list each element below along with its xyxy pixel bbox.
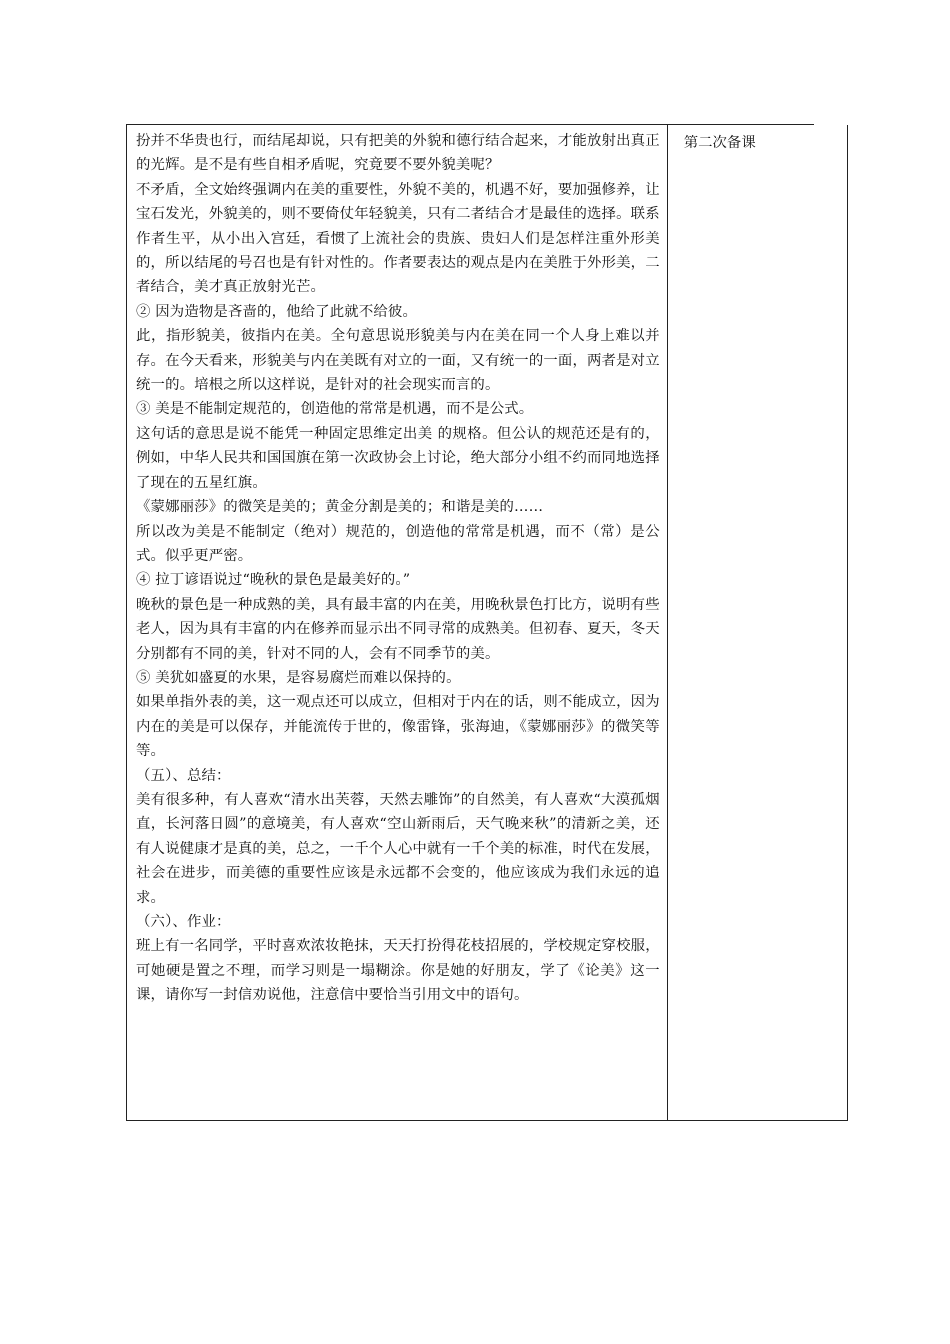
section-heading: （五）、总结：: [136, 767, 231, 784]
paragraph: 晚秋的景色是一种成熟的美，具有最丰富的内在美，用晚秋景色打比方，说明有些老人，因为具有丰富的内在修养而显示出不同寻常的成熟美。但初春、夏天，冬天分别都有不同的美，针对不同的人，会有不同季节的美。: [136, 596, 660, 662]
second-prep-cell: [667, 125, 847, 1121]
lesson-body-text: [127, 125, 667, 1008]
border-gap: [814, 124, 848, 125]
paragraph: 这句话的意思是说不能凭一种固定思维定出美 的规格。但公认的规范还是有的，例如，中华人民共和国国旗在第一次政协会上讨论，绝大部分小组不约而同地选择了现在的五星红旗。: [136, 425, 660, 491]
paragraph: 此，指形貌美，彼指内在美。全句意思说形貌美与内在美在同一个人身上难以并存。在今天看来，形貌美与内在美既有对立的一面，又有统一的一面，两者是对立统一的。培根之所以这样说，是针对的社会现实而言的。: [136, 328, 660, 394]
paragraph: 《蒙娜丽莎》的微笑是美的；黄金分割是美的；和谐是美的……: [136, 499, 544, 516]
table-row: [127, 125, 848, 1121]
lesson-plan-table: [126, 124, 848, 1121]
paragraph: ③ 美是不能制定规范的，创造他的常常是机遇，而不是公式。: [136, 401, 534, 418]
paragraph: 扮并不华贵也行，而结尾却说，只有把美的外貌和德行结合起来，才能放射出真正的光辉。是不是有些自相矛盾呢，究竟要不要外貌美呢？: [136, 133, 660, 174]
paragraph: ⑤ 美犹如盛夏的水果，是容易腐烂而难以保持的。: [136, 669, 461, 686]
section-heading: （六）、作业：: [136, 914, 231, 930]
paragraph: 美有很多种，有人喜欢“清水出芙蓉，天然去雕饰”的自然美，有人喜欢“大漠孤烟直，长河落日圆”的意境美，有人喜欢“空山新雨后，天气晚来秋”的清新之美，还有人说健康才是真的美，总之，一千个人心中就有一千个美的标准，时代在发展，社会在进步，而美德的重要性应该是永远都不会变的，他应该成为我们永远的追求。: [136, 791, 660, 906]
paragraph: 所以改为美是不能制定（绝对）规范的，创造他的常常是机遇，而不（常）是公式。似乎更严密。: [136, 523, 660, 564]
paragraph: 班上有一名同学，平时喜欢浓妆艳抹，天天打扮得花枝招展的，学校规定穿校服，可她硬是置之不理，而学习则是一塌糊涂。你是她的好朋友，学了《论美》这一课，请你写一封信劝说他，注意信中要恰当引用文中的语句。: [136, 938, 660, 1004]
paragraph: ② 因为造物是吝啬的，他给了此就不给彼。: [136, 303, 417, 320]
paragraph: 如果单指外表的美，这一观点还可以成立，但相对于内在的话，则不能成立，因为内在的美是可以保存，并能流传于世的，像雷锋，张海迪，《蒙娜丽莎》的微笑等等。: [136, 694, 660, 760]
paragraph: ④ 拉丁谚语说过“晚秋的景色是最美好的。”: [136, 572, 411, 589]
second-prep-label: 第二次备课: [683, 135, 756, 151]
paragraph: 不矛盾，全文始终强调内在美的重要性，外貌不美的，机遇不好，要加强修养，让宝石发光，外貌美的，则不要倚仗年轻貌美，只有二者结合才是最佳的选择。联系作者生平，从小出入宫廷，看惯了上流社会的贵族、贵妇人们是怎样注重外形美的，所以结尾的号召也是有针对性的。作者要表达的观点是内在美胜于外形美，二者结合，美才真正放射光芒。: [136, 181, 660, 296]
main-content-cell: [127, 125, 668, 1121]
